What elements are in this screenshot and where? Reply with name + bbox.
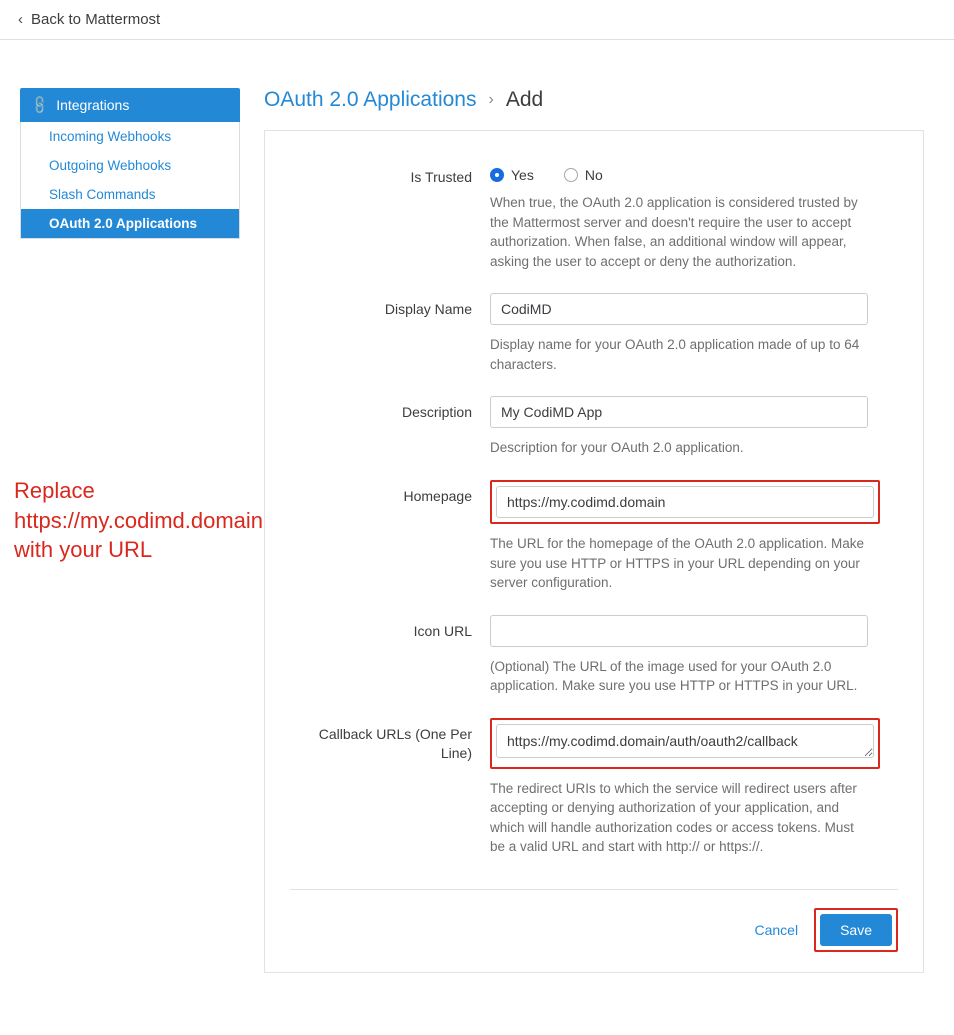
- homepage-input[interactable]: [496, 486, 874, 518]
- is-trusted-radio-group[interactable]: [490, 161, 898, 183]
- is-trusted-label: Is Trusted: [410, 169, 472, 185]
- annotation-text: Replace https://my.codimd.domain with your URL: [14, 478, 264, 563]
- back-to-mattermost-link[interactable]: Back to Mattermost: [31, 11, 161, 28]
- field-row-callback-urls: [290, 718, 898, 875]
- field-row-homepage: [290, 480, 898, 611]
- homepage-label: Homepage: [403, 487, 472, 504]
- icon-url-help: (Optional) The URL of the image used for your OAuth 2.0 application. Make sure you use HTTP or HTTPS in your URL.: [490, 658, 858, 694]
- radio-no[interactable]: [564, 168, 578, 182]
- callback-urls-help: The redirect URIs to which the service will redirect users after accepting or denying authorization of your application, and which will handle authorization codes or access tokens. Must be a valid URL and start with http:// or https://.: [490, 780, 857, 855]
- icon-url-label: Icon URL: [413, 622, 472, 639]
- chevron-left-icon: ‹: [18, 11, 23, 28]
- icon-url-input[interactable]: [490, 615, 868, 647]
- breadcrumb-current: Add: [505, 88, 544, 111]
- radio-no-label: No: [584, 167, 603, 183]
- homepage-highlight-box: [490, 480, 880, 524]
- breadcrumb: [264, 88, 924, 112]
- save-button[interactable]: Save: [820, 914, 892, 946]
- sidebar-header-label: Integrations: [56, 97, 130, 113]
- oauth-app-form-card: [264, 130, 924, 973]
- save-highlight-box: [814, 908, 898, 952]
- homepage-help: The URL for the homepage of the OAuth 2.0 application. Make sure you use HTTP or HTTPS in your URL depending on your server configuration.: [490, 535, 864, 591]
- main-content: [264, 88, 924, 973]
- display-name-help: Display name for your OAuth 2.0 application made of up to 64 characters.: [490, 337, 860, 372]
- description-input[interactable]: [490, 396, 868, 428]
- is-trusted-help: When true, the OAuth 2.0 application is considered trusted by the Mattermost server and doesn't require the user to accept authorization. When false, an additional window will appear, asking the user to accept or deny the authorization.: [490, 195, 858, 269]
- field-row-is-trusted: [290, 161, 898, 289]
- chevron-right-icon: ›: [488, 91, 494, 108]
- link-icon: 🔗: [28, 93, 51, 116]
- field-row-display-name: [290, 293, 898, 392]
- callback-urls-textarea[interactable]: [496, 724, 874, 758]
- cancel-button[interactable]: Cancel: [754, 922, 799, 938]
- radio-yes-label: Yes: [511, 167, 534, 183]
- field-row-icon-url: [290, 615, 898, 714]
- callback-urls-label: Callback URLs (One Per Line): [318, 725, 472, 761]
- display-name-label: Display Name: [384, 301, 472, 318]
- sidebar-header: [20, 88, 240, 122]
- display-name-input[interactable]: [490, 293, 868, 325]
- back-bar: [0, 0, 954, 40]
- sidebar-item-incoming-webhooks[interactable]: Incoming Webhooks: [49, 129, 172, 144]
- sidebar-item-slash-commands[interactable]: Slash Commands: [49, 187, 156, 202]
- sidebar-list: [20, 122, 240, 239]
- sidebar-item-outgoing-webhooks[interactable]: Outgoing Webhooks: [49, 158, 172, 173]
- form-actions: [290, 890, 898, 952]
- breadcrumb-parent-link[interactable]: OAuth 2.0 Applications: [264, 88, 477, 111]
- radio-yes[interactable]: [490, 168, 504, 182]
- sidebar-item-oauth-applications[interactable]: OAuth 2.0 Applications: [21, 209, 239, 238]
- description-label: Description: [401, 404, 472, 421]
- description-help: Description for your OAuth 2.0 application.: [490, 440, 744, 456]
- callback-urls-highlight-box: [490, 718, 880, 769]
- field-row-description: [290, 396, 898, 476]
